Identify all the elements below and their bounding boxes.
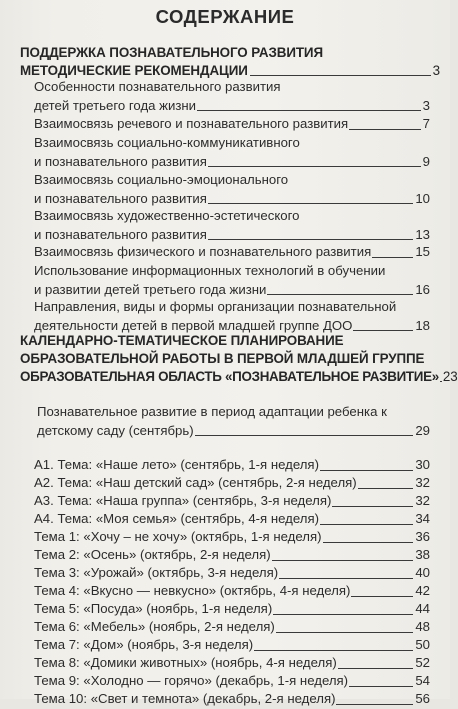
toc-entry-page: 56	[415, 691, 430, 706]
toc-entry-page: 50	[415, 637, 430, 652]
toc-entry-text: Тема 1: «Хочу – не хочу» (октябрь, 1-я неделя)	[34, 529, 322, 544]
toc-entry-text: Тема 8: «Домики животных» (ноябрь, 4-я неделя)	[34, 655, 337, 670]
toc-entry	[34, 207, 430, 244]
toc-entry	[34, 564, 430, 583]
section-2-line-3: ОБРАЗОВАТЕЛЬНАЯ ОБЛАСТЬ «ПОЗНАВАТЕЛЬНОЕ РАЗВИТИЕ»	[20, 369, 439, 384]
dot-leader	[320, 524, 413, 525]
toc-entry-page: 44	[415, 601, 430, 616]
toc-entry-text: Тема 7: «Дом» (ноябрь, 3-я неделя)	[34, 637, 254, 652]
toc-entry	[34, 582, 430, 601]
toc-entry	[34, 510, 430, 529]
toc-entry-text: Тема 9: «Холодно — горячо» (декабрь, 1-я неделя)	[34, 673, 349, 688]
toc-entry-page: 40	[415, 565, 430, 580]
dot-leader	[254, 650, 413, 651]
toc-entry-page: 36	[415, 529, 430, 544]
toc-entry-text: Тема 3: «Урожай» (октябрь, 3-я неделя)	[34, 565, 279, 580]
toc-entry-text: А1. Тема: «Наше лето» (сентябрь, 1-я неделя)	[34, 457, 319, 472]
toc-entry-page: 3	[422, 97, 430, 113]
toc-entry-text: и развитии детей третьего года жизни	[34, 281, 267, 297]
toc-entry	[34, 492, 430, 511]
toc-entry	[34, 690, 430, 709]
section-heading-1	[20, 44, 440, 80]
toc-entry-page: 29	[415, 422, 430, 438]
section-heading-2	[20, 332, 458, 386]
toc-entry-page: 10	[415, 190, 430, 206]
toc-entry-text: Тема 4: «Вкусно — невкусно» (октябрь, 4-я неделя)	[34, 583, 351, 598]
dot-leader	[358, 488, 414, 489]
dot-leader	[208, 166, 421, 167]
toc-entry-text: Взаимосвязь социально-эмоционального	[34, 172, 289, 187]
toc-entry	[34, 474, 430, 493]
dot-leader	[276, 632, 414, 633]
dot-leader	[332, 506, 413, 507]
toc-entry-page: 7	[422, 116, 430, 131]
dot-leader	[195, 435, 414, 436]
toc-entry-page: 32	[415, 475, 430, 490]
toc-entry-page: 52	[415, 655, 430, 670]
toc-entry-page: 48	[415, 619, 430, 634]
dot-leader	[336, 704, 413, 705]
toc-entry-text: Тема 6: «Мебель» (ноябрь, 2-я неделя)	[34, 619, 275, 634]
dot-leader	[273, 614, 413, 615]
toc-entry-page: 18	[415, 317, 430, 333]
dot-leader	[279, 578, 413, 579]
toc-entry	[34, 171, 430, 208]
section-2-line-2: ОБРАЗОВАТЕЛЬНОЙ РАБОТЫ В ПЕРВОЙ МЛАДШЕЙ ГРУППЕ	[20, 351, 425, 366]
toc-entry-page: 30	[415, 457, 430, 472]
dot-leader	[349, 686, 413, 687]
toc-entry-text: Взаимосвязь художественно-эстетического	[34, 208, 300, 223]
toc-entry-page: 13	[415, 226, 430, 242]
dot-leader	[338, 668, 414, 669]
toc-entry	[34, 243, 430, 262]
toc-entry	[34, 654, 430, 673]
dot-leader	[267, 294, 413, 295]
toc-entry-text: Тема 5: «Посуда» (ноябрь, 1-я неделя)	[34, 601, 273, 616]
toc-entry	[34, 262, 430, 299]
dot-leader	[351, 596, 413, 597]
toc-entry	[34, 600, 430, 619]
dot-leader	[323, 542, 414, 543]
toc-entry	[34, 546, 430, 565]
toc-entry	[34, 134, 430, 171]
toc-entry	[37, 403, 430, 440]
dot-leader	[208, 239, 413, 240]
toc-entry-text: Направления, виды и формы организации познавательной	[34, 299, 397, 314]
toc-entry	[34, 636, 430, 655]
toc-entry-page: 38	[415, 547, 430, 562]
toc-entry	[34, 672, 430, 691]
toc-entry-text: детскому саду (сентябрь)	[37, 422, 194, 438]
toc-entry-text: А4. Тема: «Моя семья» (сентябрь, 4-я неделя)	[34, 511, 319, 526]
dot-leader	[349, 129, 420, 130]
toc-entry-page: 34	[415, 511, 430, 526]
section-1-line-2: МЕТОДИЧЕСКИЕ РЕКОМЕНДАЦИИ	[20, 63, 248, 78]
toc-entry-page: 15	[415, 244, 430, 259]
toc-entry-text: Особенности познавательного развития	[34, 79, 281, 94]
toc-entry-text: Взаимосвязь социально-коммуникативного	[34, 135, 300, 150]
section-2-line-1: КАЛЕНДАРНО-ТЕМАТИЧЕСКОЕ ПЛАНИРОВАНИЕ	[20, 333, 344, 348]
toc-entry-page: 9	[422, 153, 430, 169]
dot-leader	[272, 560, 414, 561]
toc-entry	[34, 78, 430, 115]
toc-entry-text: и познавательного развития	[34, 226, 207, 242]
toc-entry	[34, 618, 430, 637]
toc-entry-text: Взаимосвязь физического и познавательного развития	[34, 244, 372, 259]
toc-entry-page: 32	[415, 493, 430, 508]
section-1-line-1: ПОДДЕРЖКА ПОЗНАВАТЕЛЬНОГО РАЗВИТИЯ	[20, 45, 323, 60]
section-2-page: 23	[442, 369, 458, 384]
dot-leader	[372, 257, 413, 258]
toc-entry-text: Тема 10: «Свет и темнота» (декабрь, 2-я неделя)	[34, 691, 336, 706]
dot-leader	[320, 470, 413, 471]
toc-entry	[34, 528, 430, 547]
toc-entry-text: и познавательного развития	[34, 153, 207, 169]
toc-entry-text: А3. Тема: «Наша группа» (сентябрь, 3-я неделя)	[34, 493, 332, 508]
toc-entry-page: 16	[415, 281, 430, 297]
toc-entry-text: Познавательное развитие в период адаптации ребенка к	[37, 404, 387, 419]
section-1-page: 3	[432, 63, 440, 78]
toc-entry-text: А2. Тема: «Наш детский сад» (сентябрь, 2-я неделя)	[34, 475, 357, 490]
toc-entry	[34, 456, 430, 475]
toc-entry-text: деятельности детей в первой младшей группе ДОО	[34, 317, 353, 333]
page-title: СОДЕРЖАНИЕ	[155, 6, 295, 27]
dot-leader	[353, 330, 413, 331]
toc-entry-text: детей третьего года жизни	[34, 97, 197, 113]
toc-entry-page: 54	[415, 673, 430, 688]
toc-entry-text: Использование информационных технологий в обучении	[34, 263, 386, 278]
toc-entry-page: 42	[415, 583, 430, 598]
dot-leader	[197, 110, 421, 111]
dot-leader	[208, 203, 413, 204]
toc-entry-text: и познавательного развития	[34, 190, 207, 206]
toc-entry-text: Тема 2: «Осень» (октябрь, 2-я неделя)	[34, 547, 271, 562]
toc-entry	[34, 115, 430, 134]
toc-entry	[34, 298, 430, 335]
toc-entry-text: Взаимосвязь речевого и познавательного развития	[34, 116, 349, 131]
